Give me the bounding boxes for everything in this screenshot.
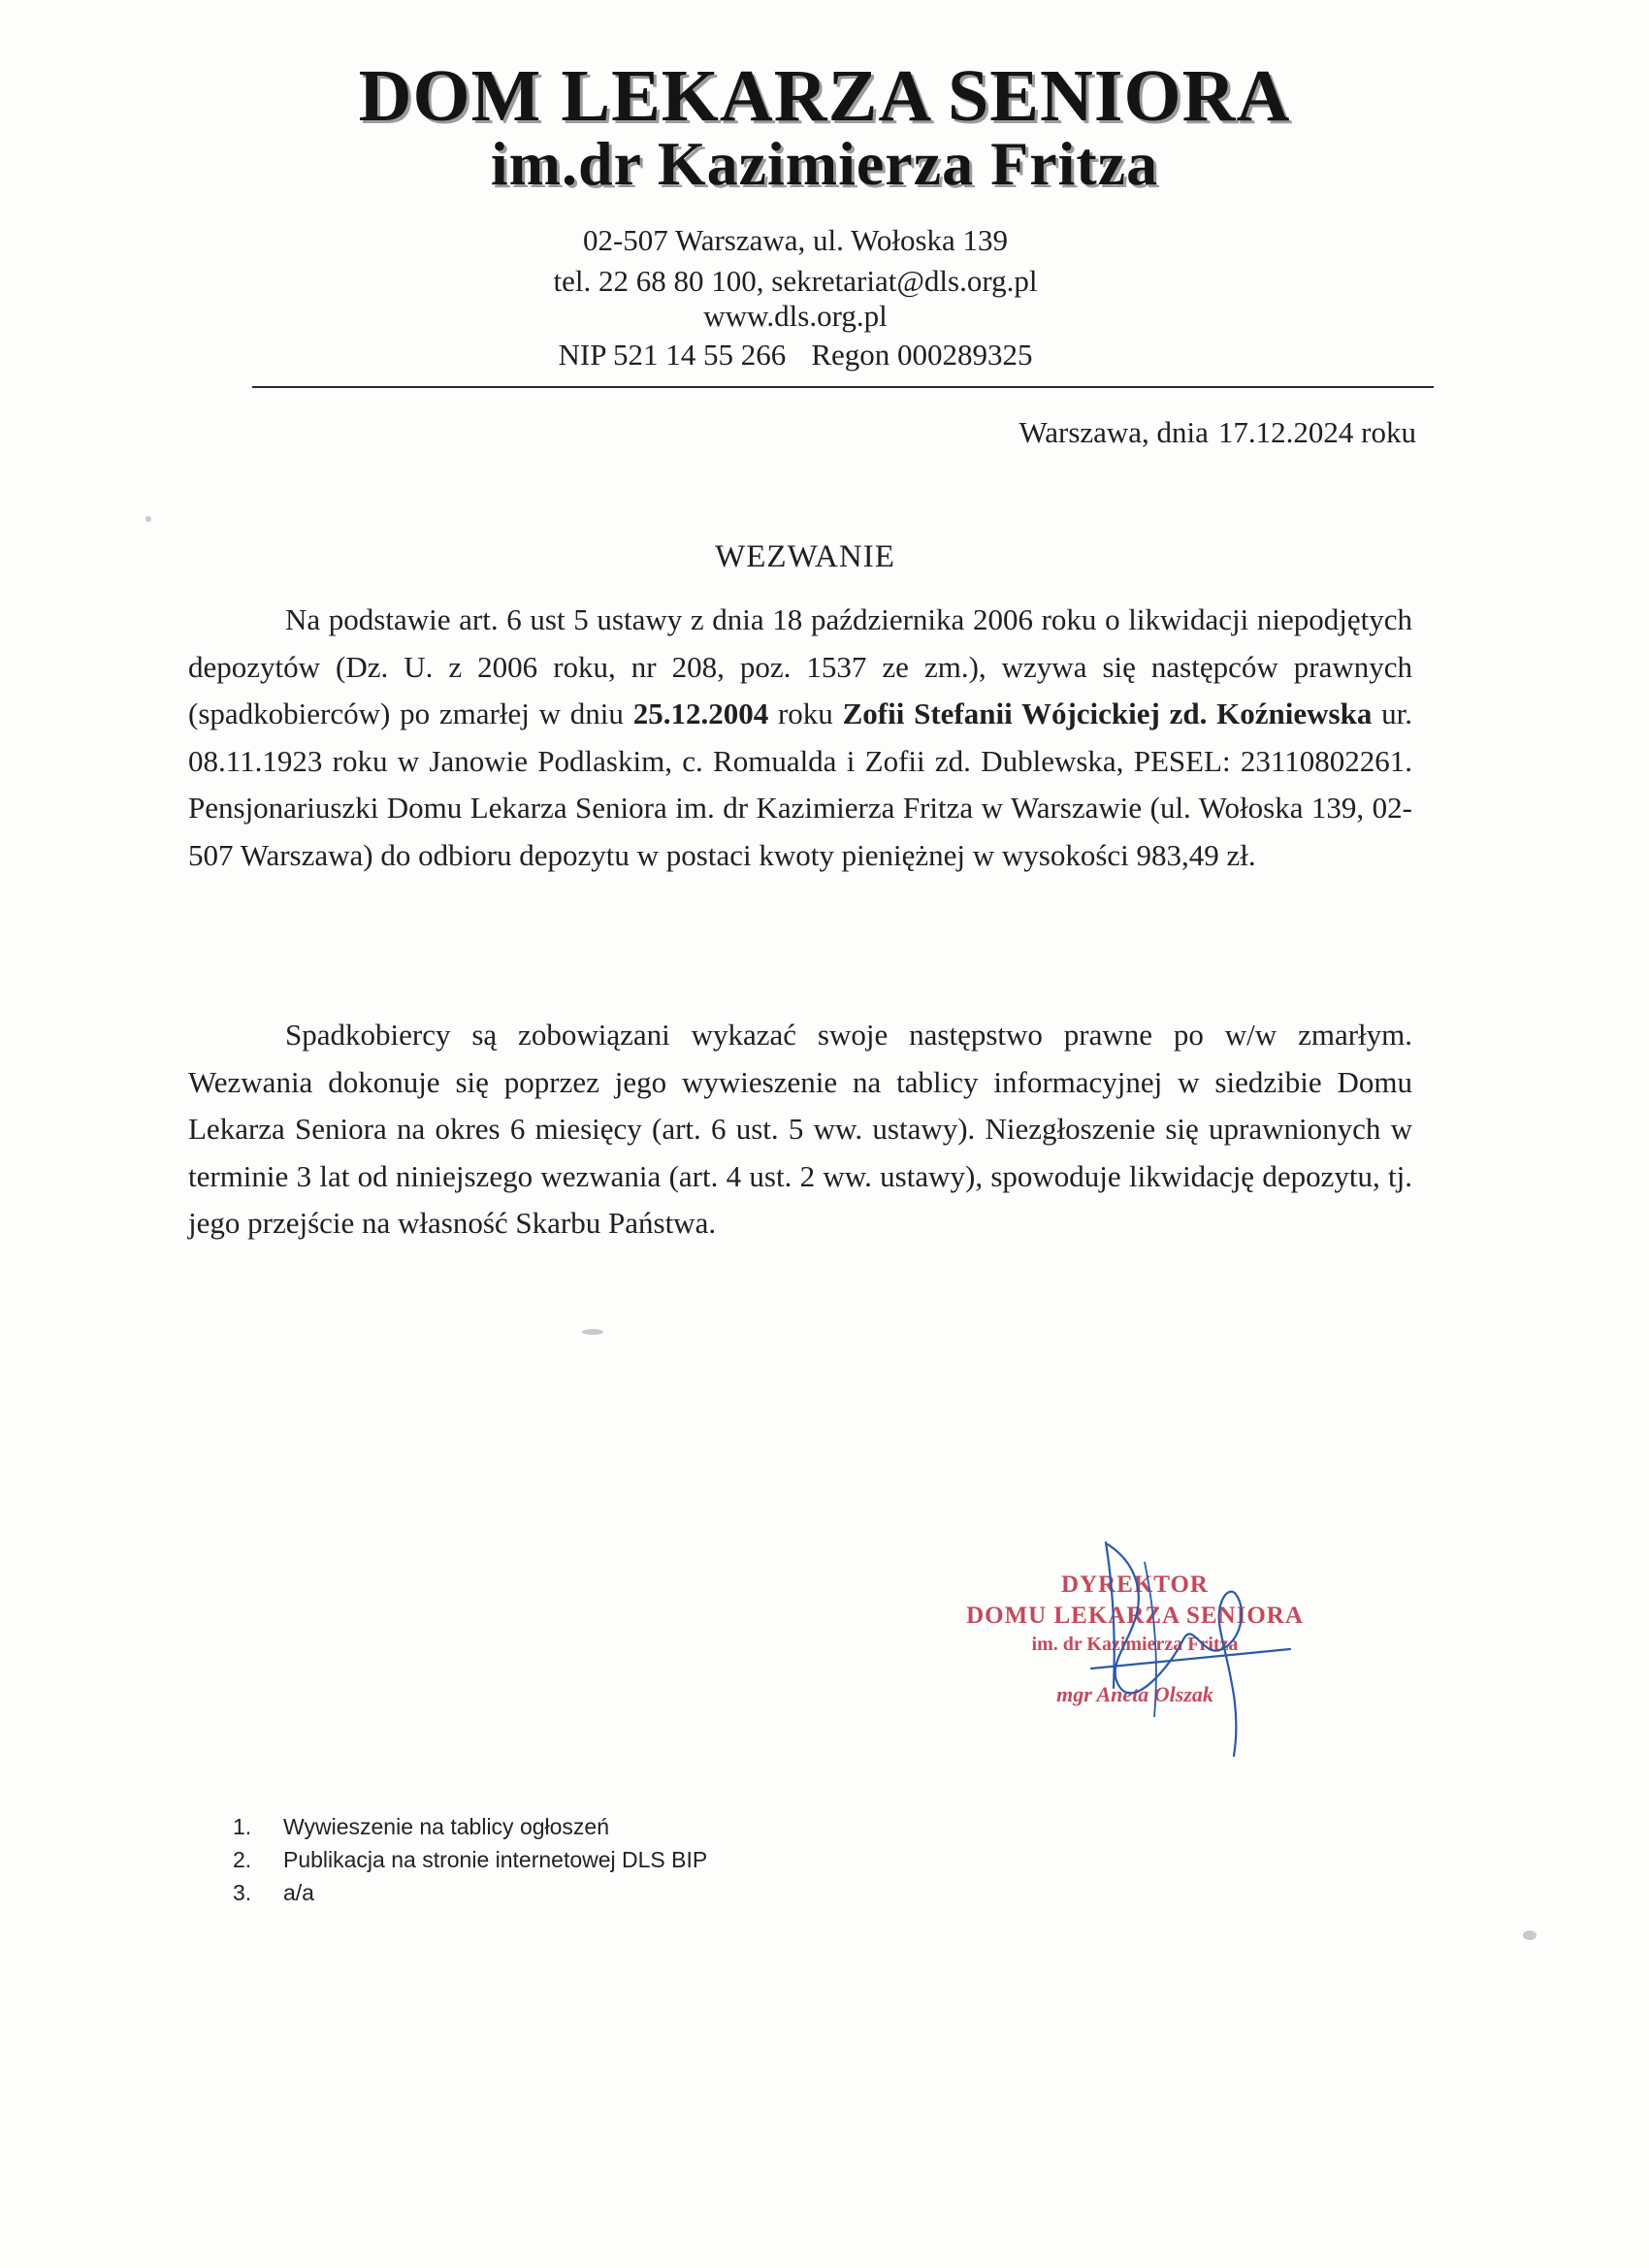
death-date: 25.12.2004 <box>632 697 769 730</box>
date-place: Warszawa, dnia <box>1018 415 1209 449</box>
org-contact: tel. 22 68 80 100, sekretariat@dls.org.pl <box>553 264 1038 298</box>
date-line <box>1018 415 1416 450</box>
deceased-name: Zofii Stefanii Wójcickiej zd. Koźniewska <box>842 697 1373 730</box>
org-website: www.dls.org.pl <box>703 299 888 333</box>
org-nip: NIP 521 14 55 266 <box>558 338 787 372</box>
enclosure-item: 3. a/a <box>233 1880 314 1905</box>
org-name-line1: DOM LEKARZA SENIORA <box>358 55 1291 137</box>
scan-speck <box>1523 1930 1536 1940</box>
stamp-line-3: im. dr Kazimierza Fritza <box>1031 1634 1239 1655</box>
org-identifiers <box>0 336 1591 374</box>
org-regon: Regon 000289325 <box>811 338 1033 372</box>
header-divider <box>252 386 1434 388</box>
enclosure-item: 1. Wywieszenie na tablicy ogłoszeń <box>233 1814 610 1839</box>
stamp-line-4: mgr Aneta Olszak <box>1056 1682 1213 1706</box>
para1-text-2: roku <box>768 697 843 730</box>
org-name-line2: im.dr Kazimierza Fritza <box>490 129 1159 198</box>
org-address: 02-507 Warszawa, ul. Wołoska 139 <box>582 223 1009 257</box>
stamp-line-2: DOMU LEKARZA SENIORA <box>966 1603 1304 1629</box>
enclosures-list <box>233 1810 707 1909</box>
date-value: 17.12.2024 roku <box>1217 415 1416 449</box>
body-paragraph-2: Spadkobiercy są zobowiązani wykazać swoje następstwo prawne po w/w zmarłym. Wezwania dokonuje się poprzez jego wywieszenie na tablicy informacyjnej w siedzibie Domu Lekarza Seniora na okres 6 miesięcy (art. 6 ust. 5 ww. ustawy). Niezgłoszenie się uprawnionych w terminie 3 lat od niniejszego wezwania (art. 4 ust. 2 ww. ustawy), spowoduje likwidację depozytu, tj. jego przejście na własność Skarbu Państwa. <box>188 1018 1412 1240</box>
handwritten-signature <box>999 1523 1310 1775</box>
document-title: WEZWANIE <box>715 539 895 574</box>
stamp-line-1: DYREKTOR <box>1060 1571 1209 1598</box>
para1-text-1: Na podstawie art. 6 ust 5 ustawy z dnia 18 października 2006 roku o likwidacji niepodjętych depozytów (Dz. U. z 2006 roku, nr 208, poz. 1537 ze zm.), wzywa się następców prawnych (spadkobierców) po zmarłej w dniu <box>188 602 1412 730</box>
scan-speck <box>146 516 151 522</box>
body-paragraph-1 <box>188 597 1412 879</box>
para1-text-3: ur. 08.11.1923 roku w Janowie Podlaskim, c. Romualda i Zofii zd. Dublewska, PESEL: 23110802261. Pensjonariuszki Domu Lekarza Seniora im. dr Kazimierza Fritza w Warszawie (ul. Wołoska 139, 02-507 Warszawa) do odbioru depozytu w postaci kwoty pieniężnej w wysokości 983,49 zł. <box>188 697 1412 872</box>
enclosure-item: 2. Publikacja na stronie internetowej DLS BIP <box>233 1847 708 1872</box>
scan-speck <box>582 1329 603 1335</box>
